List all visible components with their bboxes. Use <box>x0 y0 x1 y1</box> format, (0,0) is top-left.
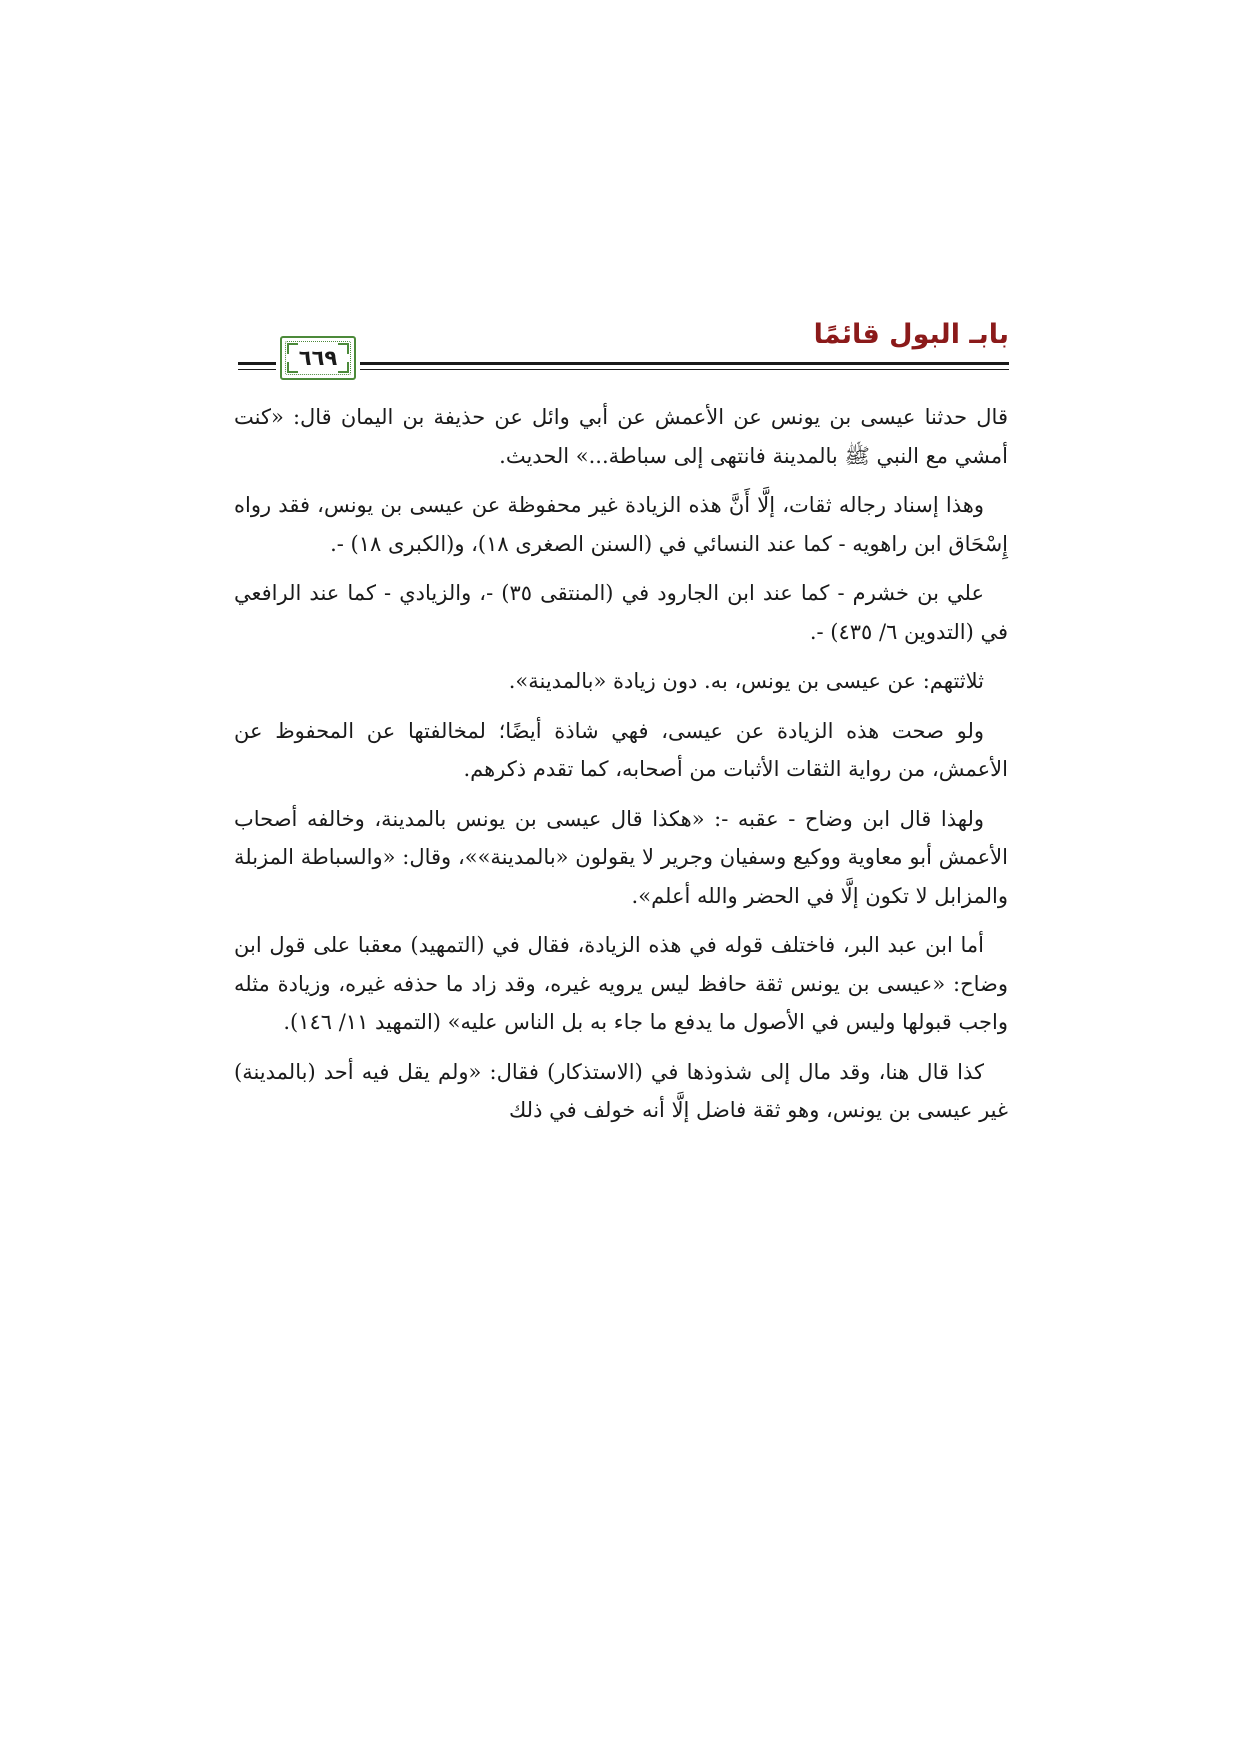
page-header <box>238 318 1009 384</box>
page-number: ٦٦٩ <box>298 346 338 370</box>
ornament-corner <box>287 343 298 354</box>
paragraph: ولهذا قال ابن وضاح - عقبه -: «هكذا قال عيسى بن يونس بالمدينة، وخالفه أصحاب الأعمش أبو معاوية ووكيع وسفيان وجرير لا يقولون «بالمدينة»»، وقال: «والسباطة المزبلة والمزابل لا تكون إلَّا في الحضر والله أعلم». <box>234 806 1008 908</box>
chapter-title: بابـ البول قائمًا <box>813 319 1009 350</box>
header-rule-thick-left <box>238 362 276 365</box>
paragraph: ولو صحت هذه الزيادة عن عيسى، فهي شاذة أيضًا؛ لمخالفتها عن المحفوظ عن الأعمش، من رواية الثقات الأثبات من أصحابه، كما تقدم ذكرهم. <box>234 718 1008 781</box>
header-rule-thick-right <box>360 362 1009 365</box>
paragraph: ثلاثتهم: عن عيسى بن يونس، به. دون زيادة «بالمدينة». <box>508 669 984 693</box>
header-rule-thin-right <box>360 369 1009 370</box>
paragraph: أما ابن عبد البر، فاختلف قوله في هذه الزيادة، فقال في (التمهيد) معقبا على قول ابن وضاح: «عيسى بن يونس ثقة حافظ ليس يرويه غيره، وقد زاد ما حذفه غيره، وزيادة مثله واجب قبولها وليس في الأصول ما يدفع ما جاء به بل الناس عليه» (التمهيد ١١/ ١٤٦). <box>234 933 1008 1034</box>
ornament-corner <box>287 362 298 373</box>
paragraph: كذا قال هنا، وقد مال إلى شذوذها في (الاستذكار) فقال: «ولم يقل فيه أحد (بالمدينة) غير عيسى بن يونس، وهو ثقة فاضل إلَّا أنه خولف في ذلك <box>234 1059 1008 1122</box>
paragraph: علي بن خشرم - كما عند ابن الجارود في (المنتقى ٣٥) -، والزيادي - كما عند الرافعي في (التدوين ٦/ ٤٣٥) -. <box>234 581 1008 644</box>
ornament-corner <box>338 343 349 354</box>
page-body <box>234 398 1008 1141</box>
paragraph: قال حدثنا عيسى بن يونس عن الأعمش عن أبي وائل عن حذيفة بن اليمان قال: «كنت أمشي مع النبي ﷺ بالمدينة فانتهى إلى سباطة...» الحديث. <box>234 405 1008 468</box>
paragraph: وهذا إسناد رجاله ثقات، إلَّا أَنَّ هذه الزيادة غير محفوظة عن عيسى بن يونس، فقد رواه إِسْحَاق ابن راهويه - كما عند النسائي في (السنن الصغرى ١٨)، و(الكبرى ١٨) -. <box>234 493 1008 556</box>
header-rule-thin-left <box>238 369 276 370</box>
ornament-corner <box>338 362 349 373</box>
page-number-badge <box>280 336 356 380</box>
